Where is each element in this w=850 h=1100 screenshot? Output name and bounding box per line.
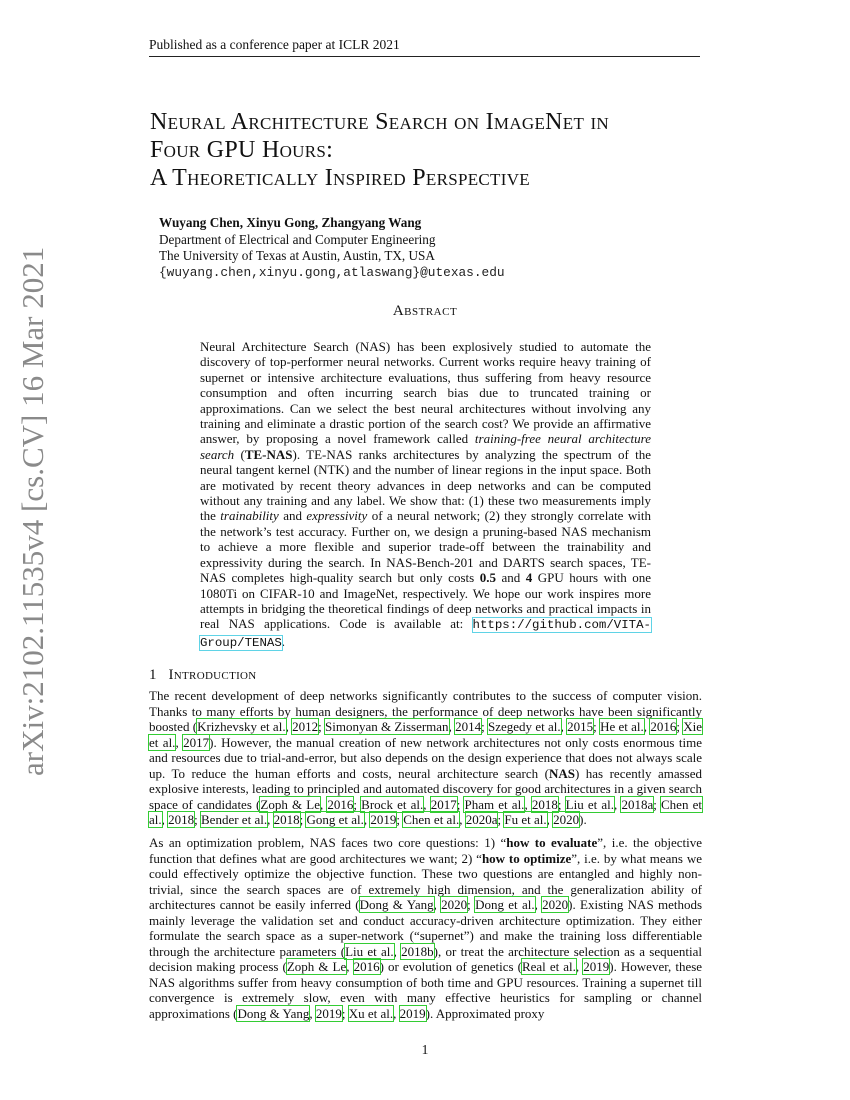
title-line-1: Neural Architecture Search on ImageNet in bbox=[150, 109, 610, 135]
citation-link[interactable]: Gong et al. bbox=[306, 812, 364, 827]
abstract-emphasis: trainability bbox=[220, 508, 279, 524]
title-line-3: A Theoretically Inspired Perspective bbox=[150, 165, 530, 191]
citation-link[interactable]: 2020 bbox=[441, 897, 468, 912]
citation-link[interactable]: Chen et al. bbox=[403, 812, 460, 827]
intro-paragraph-2: As an optimization problem, NAS faces two core questions: 1) “how to evaluate”, i.e. the objective function that defines what are good architectures we want; 2) “how to optimize”, i.e. by what means we could effectively optimize the objective function. These two questions are entangled and highly non-trivial, since the search spaces are of extremely high dimension, and the generalization ability of architectures cannot be easily inferred (Dong & Yang, 2020; Dong et al., 2020). Existing NAS methods mainly leverage the validation set and conduct accuracy-driven architecture optimization. They either formulate the search space as a super-network (“supernet”) and make the training loss differentiable through the architecture parameters (Liu et al., 2018b), or treat the architecture selection as a sequential decision making process (Zoph & Le, 2016) or evolution of genetics (Real et al., 2019). However, these NAS algorithms suffer from heavy consumption of both time and GPU resources. Training a supernet till convergence is extremely slow, even with many effective heuristics for sampling or channel approximations (Dong & Yang, 2019; Xu et al., 2019). Approximated proxy bbox=[149, 835, 703, 1021]
citation-link[interactable]: 2020 bbox=[542, 897, 569, 912]
citation-link[interactable]: Zoph & Le bbox=[260, 796, 320, 812]
abstract-heading: Abstract bbox=[392, 303, 458, 319]
citation-link[interactable]: Liu et al. bbox=[345, 943, 394, 959]
citation-link[interactable]: Xu et al. bbox=[348, 1005, 394, 1021]
running-header: Published as a conference paper at ICLR 2021 bbox=[149, 37, 700, 57]
citation-link[interactable]: He et al. bbox=[600, 719, 644, 734]
citation-link[interactable]: Simonyan & Zisserman bbox=[325, 719, 449, 734]
citation-link[interactable]: 2020a bbox=[465, 812, 498, 827]
abstract-text: of a neural network; (2) they strongly correlate with the network’s test accuracy. Further on, we design a pruning-based NAS mechanism to achieve a more flexible and superior trade-off between the trainability and expressivity during the search. In NAS-Bench-201 and DARTS search spaces, TE-NAS completes high-quality search but only costs bbox=[200, 508, 651, 586]
citation-link[interactable]: 2017 bbox=[183, 734, 210, 750]
citation-link[interactable]: Xie et al. bbox=[149, 719, 703, 750]
arxiv-stamp[interactable]: arXiv:2102.11535v4 [cs.CV] 16 Mar 2021 bbox=[15, 246, 50, 776]
abstract-text: and bbox=[278, 508, 307, 524]
citation-link[interactable]: 2016 bbox=[327, 796, 354, 812]
page-number: 1 bbox=[421, 1042, 429, 1057]
code-url-link[interactable]: https://github.com/VITA-Group/TENAS bbox=[200, 618, 651, 650]
abstract-text: Neural Architecture Search (NAS) has been explosively studied to automate the discovery of top-performer neural networks. Current works require heavy training of supernet or intensive architecture evaluations, thus suffering from heavy resource consumption and often incurring search bias due to truncated training or approximations. Can we select the best neural architectures without involving any training and eliminate a drastic portion of the search cost? We provide an affirmative answer, by proposing a novel framework called bbox=[200, 339, 651, 447]
abstract-emphasis: training-free neural architecture search bbox=[200, 431, 651, 462]
body-text: ) has recently amassed explosive interests, leading to principled and automated discovery for good architectures in a given search space of candidates ( bbox=[149, 765, 702, 812]
body-text: ). Approximated proxy bbox=[425, 1005, 545, 1021]
citation-link[interactable]: Real et al. bbox=[521, 959, 576, 974]
author-names: Wuyang Chen, Xinyu Gong, Zhangyang Wang bbox=[159, 215, 422, 230]
citation-link[interactable]: 2019 bbox=[370, 812, 397, 827]
citation-link[interactable]: 2018a bbox=[621, 796, 654, 812]
author-emails[interactable]: {wuyang.chen,xinyu.gong,atlaswang}@utexas.edu bbox=[159, 264, 505, 280]
citation-link[interactable]: 2016 bbox=[650, 719, 677, 734]
citation-link[interactable]: 2015 bbox=[567, 719, 594, 734]
body-bold: how to evaluate bbox=[506, 835, 598, 850]
citation-link[interactable]: Brock et al. bbox=[361, 796, 424, 812]
citation-link[interactable]: 2012 bbox=[292, 719, 319, 734]
citation-link[interactable]: 2019 bbox=[399, 1005, 426, 1021]
body-text: ). However, these NAS algorithms suffer from heavy consumption of both time and GPU resources. Training a supernet till convergence is extremely slow, even with many effective heuristics for sampling or channel approximations ( bbox=[149, 959, 703, 1021]
body-text: ), or treat the architecture selection as a sequential decision making process ( bbox=[149, 943, 702, 974]
section-number: 1 bbox=[149, 667, 157, 683]
paper-title bbox=[150, 108, 710, 192]
abstract-bold: 4 bbox=[525, 570, 533, 586]
citation-link[interactable]: Fu et al. bbox=[504, 812, 547, 827]
abstract-bold: 0.5 bbox=[479, 570, 496, 586]
body-text: ). Existing NAS methods mainly leverage the validation set and conduct accuracy-driven architecture optimization. They either formulate the search space as a super-network (“supernet”) and make the training loss differentiable through the architecture parameters ( bbox=[149, 897, 703, 959]
citation-link[interactable]: Pham et al. bbox=[464, 796, 525, 812]
citation-link[interactable]: 2017 bbox=[430, 796, 457, 812]
author-block bbox=[159, 215, 505, 281]
section-title: Introduction bbox=[168, 667, 257, 683]
body-text: The recent development of deep networks significantly contributes to the success of computer vision. Thanks to many efforts by human designers, the performance of deep networks have been significantly boosted ( bbox=[149, 688, 702, 734]
abstract-text: ). TE-NAS ranks architectures by analyzing the spectrum of the neural tangent kernel (NTK) and the number of linear regions in the input space. Both are motivated by recent theory advances in deep networks and can be computed without any training and any label. We show that: (1) these two measurements imply the bbox=[200, 446, 651, 524]
citation-link[interactable]: Liu et al. bbox=[565, 796, 615, 812]
citation-link[interactable]: Krizhevsky et al. bbox=[197, 719, 286, 734]
body-bold: NAS bbox=[548, 765, 575, 781]
citation-link[interactable]: 2014 bbox=[455, 719, 482, 734]
body-text: ”, i.e. by what means we could effectively optimize the objective function. These two questions are entangled and highly non-trivial, since the search spaces are of extremely high dimension, and the generalization ability of architectures cannot be easily inferred ( bbox=[149, 850, 702, 912]
abstract-emphasis: expressivity bbox=[306, 508, 368, 524]
body-text: As an optimization problem, NAS faces two core questions: 1) “ bbox=[149, 835, 507, 850]
body-text: ) or evolution of genetics ( bbox=[379, 959, 522, 974]
abstract-text: and bbox=[495, 570, 526, 586]
abstract-bold: TE-NAS bbox=[244, 446, 293, 462]
citation-link[interactable]: 2020 bbox=[553, 812, 580, 827]
citation-link[interactable]: 2016 bbox=[353, 959, 380, 974]
citation-link[interactable]: 2018b bbox=[401, 943, 434, 959]
citation-link[interactable]: 2019 bbox=[583, 959, 610, 974]
author-department: Department of Electrical and Computer Engineering bbox=[159, 231, 436, 247]
author-university: The University of Texas at Austin, Austin, TX, USA bbox=[159, 248, 435, 263]
intro-paragraph-1: The recent development of deep networks significantly contributes to the success of computer vision. Thanks to many efforts by human designers, the performance of deep networks have been significantly boosted (Krizhevsky et al., 2012; Simonyan & Zisserman, 2014; Szegedy et al., 2015; He et al., 2016; Xie et al., 2017). However, the manual creation of new network architectures not only costs enormous time and resources due to trial-and-error, but also depends on the design experience that does not always scale up. To reduce the human efforts and costs, neural architecture search (NAS) has recently amassed explosive interests, leading to principled and automated discovery for good architectures in a given search space of candidates (Zoph & Le, 2016; Brock et al., 2017; Pham et al., 2018; Liu et al., 2018a; Chen et al., 2018; Bender et al., 2018; Gong et al., 2019; Chen et al., 2020a; Fu et al., 2020). bbox=[149, 688, 703, 827]
citation-link[interactable]: 2019 bbox=[315, 1005, 342, 1021]
citation-link[interactable]: Szegedy et al. bbox=[488, 719, 561, 734]
citation-link[interactable]: Zoph & Le bbox=[286, 959, 347, 974]
citation-link[interactable]: 2018 bbox=[531, 796, 558, 812]
citation-link[interactable]: Dong & Yang bbox=[359, 897, 434, 912]
citation-link[interactable]: Bender et al. bbox=[201, 812, 268, 827]
citation-link[interactable]: Dong et al. bbox=[475, 897, 535, 912]
citation-link[interactable]: 2018 bbox=[273, 812, 300, 827]
abstract-text: GPU hours with one 1080Ti on CIFAR-10 and ImageNet, respectively. We hope our work inspires more attempts in bridging the theoretical findings of deep networks and practical impacts in real NAS applications. Code is available at: bbox=[200, 570, 651, 632]
abstract-text: . bbox=[281, 633, 286, 649]
body-text: ”, i.e. the objective function that defines what are good architectures we want; 2) “ bbox=[149, 835, 702, 866]
section-heading bbox=[149, 667, 257, 684]
abstract-body bbox=[200, 339, 651, 651]
citation-link[interactable]: Chen et al. bbox=[149, 796, 702, 827]
citation-link[interactable]: 2018 bbox=[168, 812, 195, 827]
body-text: ). However, the manual creation of new network architectures not only costs enormous time and resources due to trial-and-error, but also depends on the design experience that does not always scale up. To reduce the human efforts and costs, neural architecture search ( bbox=[149, 734, 703, 781]
body-bold: how to optimize bbox=[481, 850, 572, 866]
citation-link[interactable]: Dong & Yang bbox=[237, 1005, 310, 1021]
abstract-text: ( bbox=[234, 446, 245, 462]
title-line-2: Four GPU Hours: bbox=[150, 137, 334, 163]
body-text: ). bbox=[579, 812, 587, 827]
